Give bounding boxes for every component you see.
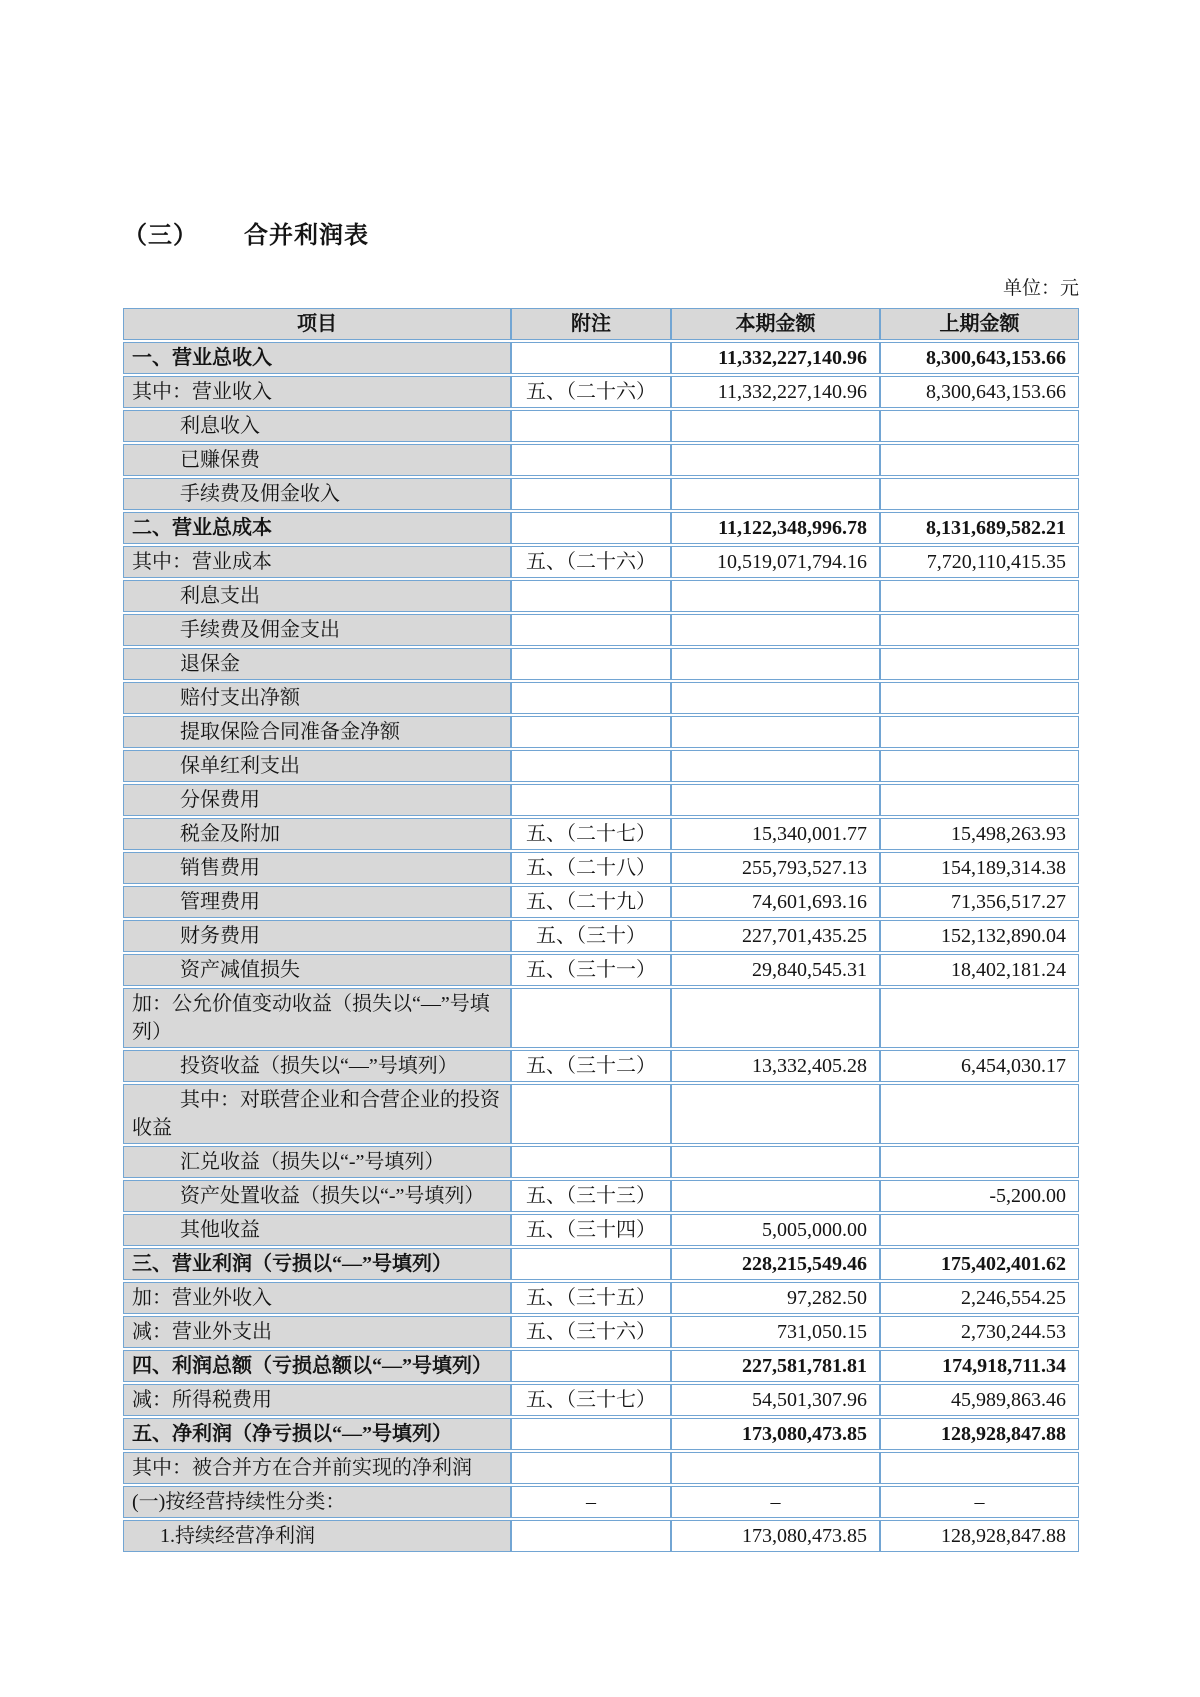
table-row — [123, 546, 1079, 578]
prior-amount-cell: 8,131,689,582.21 — [880, 512, 1079, 544]
prior-amount-cell: 45,989,863.46 — [880, 1384, 1079, 1416]
note-cell: 五、（二十八） — [511, 852, 671, 884]
note-cell — [511, 1084, 671, 1144]
item-cell: 三、营业利润（亏损以“—”号填列） — [123, 1248, 511, 1280]
item-cell: 其他收益 — [123, 1214, 511, 1246]
item-cell: 汇兑收益（损失以“-”号填列） — [123, 1146, 511, 1178]
item-cell: 利息支出 — [123, 580, 511, 612]
table-row — [123, 988, 1079, 1048]
note-cell: – — [511, 1486, 671, 1518]
note-cell — [511, 478, 671, 510]
prior-amount-cell — [880, 1146, 1079, 1178]
note-cell: 五、（二十六） — [511, 376, 671, 408]
note-cell: 五、（二十六） — [511, 546, 671, 578]
note-cell: 五、（三十七） — [511, 1384, 671, 1416]
item-cell: 一、营业总收入 — [123, 342, 511, 374]
current-amount-cell — [671, 614, 880, 646]
item-cell: 管理费用 — [123, 886, 511, 918]
table-row — [123, 1180, 1079, 1212]
item-cell: 税金及附加 — [123, 818, 511, 850]
note-cell — [511, 988, 671, 1048]
note-cell: 五、（三十四） — [511, 1214, 671, 1246]
note-cell — [511, 614, 671, 646]
table-row — [123, 1316, 1079, 1348]
prior-amount-cell — [880, 478, 1079, 510]
table-body — [123, 342, 1079, 1552]
column-header-note: 附注 — [511, 308, 671, 340]
income-statement-table — [123, 306, 1079, 1554]
current-amount-cell: 11,332,227,140.96 — [671, 342, 880, 374]
current-amount-cell: 227,581,781.81 — [671, 1350, 880, 1382]
item-cell: 财务费用 — [123, 920, 511, 952]
table-row — [123, 580, 1079, 612]
table-row — [123, 818, 1079, 850]
prior-amount-cell: 152,132,890.04 — [880, 920, 1079, 952]
item-cell: 其中：营业收入 — [123, 376, 511, 408]
section-title — [123, 220, 1079, 252]
income-statement-page — [123, 220, 1079, 1554]
column-header-prior-period: 上期金额 — [880, 308, 1079, 340]
current-amount-cell: 731,050.15 — [671, 1316, 880, 1348]
prior-amount-cell — [880, 988, 1079, 1048]
table-row — [123, 410, 1079, 442]
note-cell — [511, 342, 671, 374]
section-number: （三） — [123, 223, 198, 249]
table-row — [123, 1418, 1079, 1450]
item-cell: 投资收益（损失以“—”号填列） — [123, 1050, 511, 1082]
note-cell — [511, 1520, 671, 1552]
prior-amount-cell: 128,928,847.88 — [880, 1418, 1079, 1450]
item-cell: 销售费用 — [123, 852, 511, 884]
table-row — [123, 1282, 1079, 1314]
current-amount-cell: 13,332,405.28 — [671, 1050, 880, 1082]
note-cell: 五、（二十七） — [511, 818, 671, 850]
item-cell: 已赚保费 — [123, 444, 511, 476]
prior-amount-cell: 2,246,554.25 — [880, 1282, 1079, 1314]
item-cell: 其中：营业成本 — [123, 546, 511, 578]
note-cell — [511, 410, 671, 442]
current-amount-cell — [671, 716, 880, 748]
current-amount-cell — [671, 682, 880, 714]
note-cell — [511, 1350, 671, 1382]
table-row — [123, 886, 1079, 918]
current-amount-cell — [671, 1180, 880, 1212]
table-row — [123, 682, 1079, 714]
item-cell: 分保费用 — [123, 784, 511, 816]
item-cell: (一)按经营持续性分类： — [123, 1486, 511, 1518]
table-row — [123, 1486, 1079, 1518]
prior-amount-cell — [880, 682, 1079, 714]
table-row — [123, 614, 1079, 646]
current-amount-cell: 173,080,473.85 — [671, 1418, 880, 1450]
prior-amount-cell: -5,200.00 — [880, 1180, 1079, 1212]
item-cell: 1.持续经营净利润 — [123, 1520, 511, 1552]
table-row — [123, 1248, 1079, 1280]
prior-amount-cell: 8,300,643,153.66 — [880, 376, 1079, 408]
table-row — [123, 478, 1079, 510]
item-cell: 五、净利润（净亏损以“—”号填列） — [123, 1418, 511, 1450]
current-amount-cell: 227,701,435.25 — [671, 920, 880, 952]
note-cell — [511, 444, 671, 476]
prior-amount-cell — [880, 444, 1079, 476]
current-amount-cell — [671, 580, 880, 612]
note-cell: 五、（三十二） — [511, 1050, 671, 1082]
table-row — [123, 342, 1079, 374]
item-cell: 加：营业外收入 — [123, 1282, 511, 1314]
note-cell: 五、（三十一） — [511, 954, 671, 986]
note-cell — [511, 1418, 671, 1450]
note-cell: 五、（三十三） — [511, 1180, 671, 1212]
current-amount-cell — [671, 784, 880, 816]
item-cell: 减：营业外支出 — [123, 1316, 511, 1348]
current-amount-cell: 97,282.50 — [671, 1282, 880, 1314]
table-row — [123, 1520, 1079, 1552]
current-amount-cell: 173,080,473.85 — [671, 1520, 880, 1552]
prior-amount-cell — [880, 1452, 1079, 1484]
prior-amount-cell — [880, 1084, 1079, 1144]
note-cell: 五、（二十九） — [511, 886, 671, 918]
prior-amount-cell — [880, 648, 1079, 680]
prior-amount-cell — [880, 580, 1079, 612]
current-amount-cell — [671, 1084, 880, 1144]
current-amount-cell — [671, 478, 880, 510]
table-row — [123, 784, 1079, 816]
prior-amount-cell — [880, 784, 1079, 816]
item-cell: 四、利润总额（亏损总额以“—”号填列） — [123, 1350, 511, 1382]
prior-amount-cell — [880, 1214, 1079, 1246]
prior-amount-cell: 15,498,263.93 — [880, 818, 1079, 850]
table-row — [123, 1452, 1079, 1484]
table-row — [123, 920, 1079, 952]
unit-label: 单位：元 — [1002, 278, 1079, 299]
current-amount-cell — [671, 988, 880, 1048]
prior-amount-cell: 18,402,181.24 — [880, 954, 1079, 986]
note-cell — [511, 1146, 671, 1178]
prior-amount-cell — [880, 410, 1079, 442]
current-amount-cell: 11,122,348,996.78 — [671, 512, 880, 544]
current-amount-cell: 10,519,071,794.16 — [671, 546, 880, 578]
item-cell: 二、营业总成本 — [123, 512, 511, 544]
page-title: 合并利润表 — [244, 223, 369, 249]
current-amount-cell: – — [671, 1486, 880, 1518]
table-row — [123, 1050, 1079, 1082]
current-amount-cell: 228,215,549.46 — [671, 1248, 880, 1280]
column-header-current-period: 本期金额 — [671, 308, 880, 340]
table-row — [123, 444, 1079, 476]
prior-amount-cell: 2,730,244.53 — [880, 1316, 1079, 1348]
prior-amount-cell — [880, 614, 1079, 646]
item-cell: 加：公允价值变动收益（损失以“—”号填列） — [123, 988, 511, 1048]
note-cell — [511, 512, 671, 544]
table-row — [123, 1084, 1079, 1144]
column-header-item: 项目 — [123, 308, 511, 340]
table-row — [123, 852, 1079, 884]
item-cell: 保单红利支出 — [123, 750, 511, 782]
current-amount-cell: 255,793,527.13 — [671, 852, 880, 884]
table-row — [123, 750, 1079, 782]
current-amount-cell — [671, 750, 880, 782]
item-cell: 退保金 — [123, 648, 511, 680]
current-amount-cell: 11,332,227,140.96 — [671, 376, 880, 408]
prior-amount-cell — [880, 716, 1079, 748]
current-amount-cell: 74,601,693.16 — [671, 886, 880, 918]
prior-amount-cell: 7,720,110,415.35 — [880, 546, 1079, 578]
table-row — [123, 1146, 1079, 1178]
note-cell — [511, 1248, 671, 1280]
current-amount-cell — [671, 1452, 880, 1484]
table-row — [123, 1350, 1079, 1382]
note-cell: 五、（三十） — [511, 920, 671, 952]
prior-amount-cell: 71,356,517.27 — [880, 886, 1079, 918]
item-cell: 资产处置收益（损失以“-”号填列） — [123, 1180, 511, 1212]
item-cell: 赔付支出净额 — [123, 682, 511, 714]
table-row — [123, 1214, 1079, 1246]
note-cell: 五、（三十六） — [511, 1316, 671, 1348]
item-cell: 手续费及佣金收入 — [123, 478, 511, 510]
note-cell — [511, 716, 671, 748]
prior-amount-cell: 174,918,711.34 — [880, 1350, 1079, 1382]
table-row — [123, 648, 1079, 680]
table-row — [123, 716, 1079, 748]
note-cell — [511, 648, 671, 680]
note-cell — [511, 580, 671, 612]
current-amount-cell: 5,005,000.00 — [671, 1214, 880, 1246]
prior-amount-cell: 154,189,314.38 — [880, 852, 1079, 884]
item-cell: 其中：被合并方在合并前实现的净利润 — [123, 1452, 511, 1484]
current-amount-cell: 15,340,001.77 — [671, 818, 880, 850]
current-amount-cell: 54,501,307.96 — [671, 1384, 880, 1416]
table-row — [123, 1384, 1079, 1416]
prior-amount-cell: 6,454,030.17 — [880, 1050, 1079, 1082]
prior-amount-cell: – — [880, 1486, 1079, 1518]
prior-amount-cell: 128,928,847.88 — [880, 1520, 1079, 1552]
current-amount-cell — [671, 1146, 880, 1178]
note-cell: 五、（三十五） — [511, 1282, 671, 1314]
current-amount-cell — [671, 410, 880, 442]
table-row — [123, 512, 1079, 544]
note-cell — [511, 750, 671, 782]
current-amount-cell — [671, 444, 880, 476]
current-amount-cell: 29,840,545.31 — [671, 954, 880, 986]
item-cell: 手续费及佣金支出 — [123, 614, 511, 646]
table-header-row — [123, 308, 1079, 340]
prior-amount-cell: 175,402,401.62 — [880, 1248, 1079, 1280]
item-cell: 利息收入 — [123, 410, 511, 442]
current-amount-cell — [671, 648, 880, 680]
item-cell: 其中：对联营企业和合营企业的投资收益 — [123, 1084, 511, 1144]
table-row — [123, 954, 1079, 986]
table-row — [123, 376, 1079, 408]
note-cell — [511, 1452, 671, 1484]
item-cell: 提取保险合同准备金净额 — [123, 716, 511, 748]
note-cell — [511, 784, 671, 816]
prior-amount-cell — [880, 750, 1079, 782]
note-cell — [511, 682, 671, 714]
item-cell: 减：所得税费用 — [123, 1384, 511, 1416]
prior-amount-cell: 8,300,643,153.66 — [880, 342, 1079, 374]
item-cell: 资产减值损失 — [123, 954, 511, 986]
